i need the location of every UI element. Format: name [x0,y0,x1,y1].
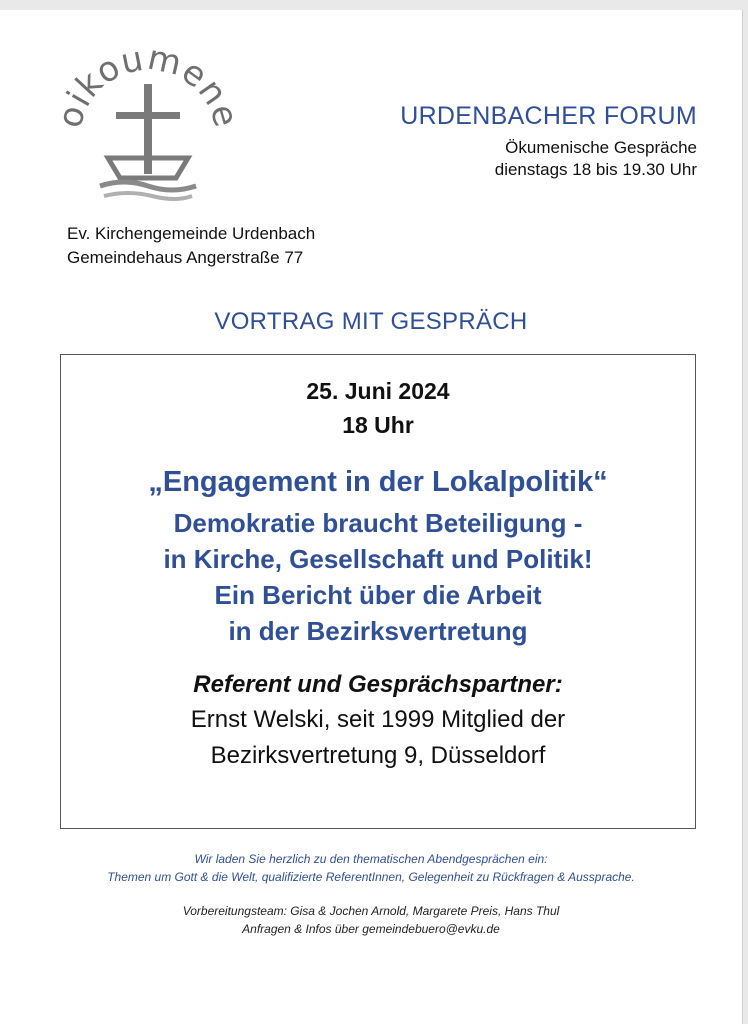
event-time: 18 Uhr [342,412,414,438]
speaker-line: Ernst Welski, seit 1999 Mitglied der [190,706,566,733]
flyer-page [0,10,743,1024]
subtitle-line: in Kirche, Gesellschaft und Politik! [163,544,593,574]
logo-wordmark: ikoumen [59,50,236,114]
speaker-label: Referent und Gesprächspartner: [193,671,563,698]
footer [0,850,742,938]
speaker-info [61,702,695,774]
oikoumene-logo [58,50,238,210]
event-topic: „Engagement in der Lokalpolitik“ [148,466,608,498]
forum-subtitle: Ökumenische Gespräche [505,138,697,157]
address-line-1: Ev. Kirchengemeinde Urdenbach [67,224,316,243]
subtitle-line: in der Bezirksvertretung [228,616,528,646]
oikoumene-emblem-icon [58,50,238,210]
contact-line: Anfragen & Infos über gemeindebuero@evku.de [242,922,500,936]
address-block [67,222,315,270]
event-box [60,354,696,829]
subtitle-line: Ein Bericht über die Arbeit [214,580,542,610]
forum-schedule: dienstags 18 bis 19.30 Uhr [494,160,697,179]
invite-line-2: Themen um Gott & die Welt, qualifizierte ReferentInnen, Gelegenheit zu Rückfragen & Aussprache. [107,870,635,884]
team-line: Vorbereitungsteam: Gisa & Jochen Arnold, Margarete Preis, Hans Thul [182,904,560,918]
event-subtitle [61,505,695,649]
forum-title: URDENBACHER FORUM [400,102,697,130]
address-line-2: Gemeindehaus Angerstraße 77 [67,248,304,267]
invite-line-1: Wir laden Sie herzlich zu den thematischen Abendgesprächen ein: [194,852,548,866]
subtitle-line: Demokratie braucht Beteiligung - [173,508,583,538]
event-date: 25. Juni 2024 [306,378,450,404]
speaker-line: Bezirksvertretung 9, Düsseldorf [210,742,546,769]
event-heading: VORTRAG MIT GESPRÄCH [214,308,528,335]
forum-header [400,102,697,181]
